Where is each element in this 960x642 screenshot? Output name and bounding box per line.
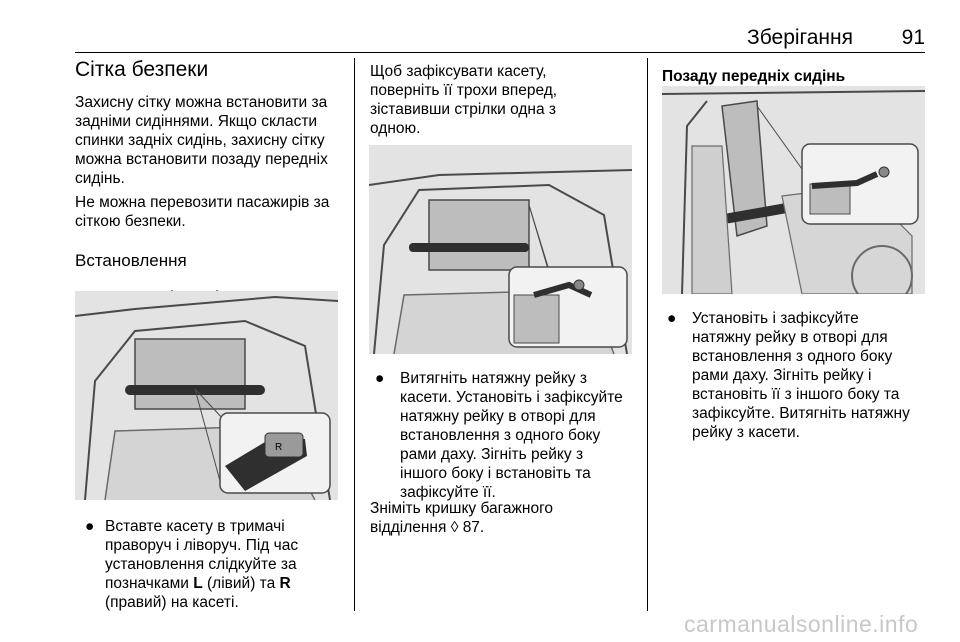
- text-line: поверніть її трохи вперед,: [370, 82, 558, 99]
- text-line: спинки задніх сидінь, захисну сітку: [75, 132, 325, 149]
- bullet-text: [692, 309, 910, 442]
- text-line: іншого боку і встановіть та: [400, 465, 591, 482]
- section-title: Зберігання: [747, 26, 853, 49]
- bullet-text: [105, 517, 298, 612]
- text-line: встановіть її з іншого боку та: [692, 386, 900, 403]
- text-line: установлення слідкуйте за: [105, 556, 297, 573]
- heading-installation: Встановлення: [75, 251, 187, 270]
- text-line: встановлення з одного боку: [692, 348, 893, 365]
- figure-tension-rail-roof: [369, 145, 632, 354]
- paragraph-intro: [75, 93, 345, 188]
- column-1: [75, 58, 345, 307]
- text-line: рами даху. Зігніть рейку і: [692, 367, 872, 384]
- heading-safety-net: Сітка безпеки: [75, 58, 209, 81]
- page-ref-link[interactable]: 87.: [462, 519, 485, 536]
- paragraph-warning: [75, 193, 345, 231]
- paragraph-remove-cover: [370, 499, 640, 537]
- text-span: (лівий) та: [202, 575, 280, 592]
- text-line: зафіксуйте. Витягніть натяжну: [692, 405, 910, 422]
- text-line: натяжну рейку в отворі для: [692, 329, 888, 346]
- text-line: касети. Установіть і зафіксуйте: [400, 389, 623, 406]
- text-line: сіткою безпеки.: [75, 213, 186, 230]
- bullet-dot: ●: [85, 518, 95, 535]
- text-line: Зніміть кришку багажного: [370, 500, 554, 517]
- text-line: встановлення з одного боку: [400, 427, 601, 444]
- text-line: Не можна перевозити пасажирів за: [75, 194, 330, 211]
- figure-rear-seats-cassette: [75, 291, 338, 500]
- text-line: задніми сидіннями. Якщо скласти: [75, 113, 318, 130]
- bullet-text: [400, 369, 623, 502]
- column-divider-1: [354, 58, 355, 611]
- bullet-dot: ●: [375, 370, 385, 387]
- watermark: carmanualsonline.info: [684, 611, 919, 637]
- text-line: Витягніть натяжну рейку з: [400, 370, 587, 387]
- bullet-dot: ●: [667, 310, 677, 327]
- text-line: рейку з касети.: [692, 424, 800, 441]
- heading-behind-front-seats: Позаду передніх сидінь: [662, 68, 846, 85]
- marking-right: R: [279, 575, 291, 592]
- text-line: рами даху. Зігніть рейку з: [400, 446, 584, 463]
- text-line: можна встановити позаду передніх: [75, 151, 328, 168]
- text-line: сидінь.: [75, 170, 125, 187]
- figure-front-seats-rail: [662, 86, 925, 294]
- text-line: [370, 518, 640, 537]
- text-line: праворуч і ліворуч. Під час: [105, 537, 299, 554]
- header-rule: [75, 52, 925, 53]
- text-span: позначками: [105, 575, 194, 592]
- inset-label-r: R: [275, 442, 283, 453]
- text-line: зіставивши стрілки одна з: [370, 101, 556, 118]
- text-line: (правий) на касеті.: [105, 594, 239, 611]
- page-ref-icon: ◊: [450, 519, 459, 536]
- text-line: одною.: [370, 120, 421, 137]
- text-line: [105, 574, 298, 593]
- text-line: зафіксуйте її.: [400, 484, 496, 501]
- text-line: Вставте касету в тримачі: [105, 518, 285, 535]
- text-line: Установіть і зафіксуйте: [692, 310, 859, 327]
- column-3-heading: [662, 67, 922, 86]
- marking-left: L: [193, 575, 203, 592]
- text-span: відділення: [370, 519, 447, 536]
- text-line: Щоб зафіксувати касету,: [370, 63, 547, 80]
- page-number: 91: [901, 26, 925, 49]
- text-line: Захисну сітку можна встановити за: [75, 94, 328, 111]
- text-line: натяжну рейку в отворі для: [400, 408, 596, 425]
- column-2-intro: [370, 62, 640, 138]
- column-divider-2: [647, 58, 648, 611]
